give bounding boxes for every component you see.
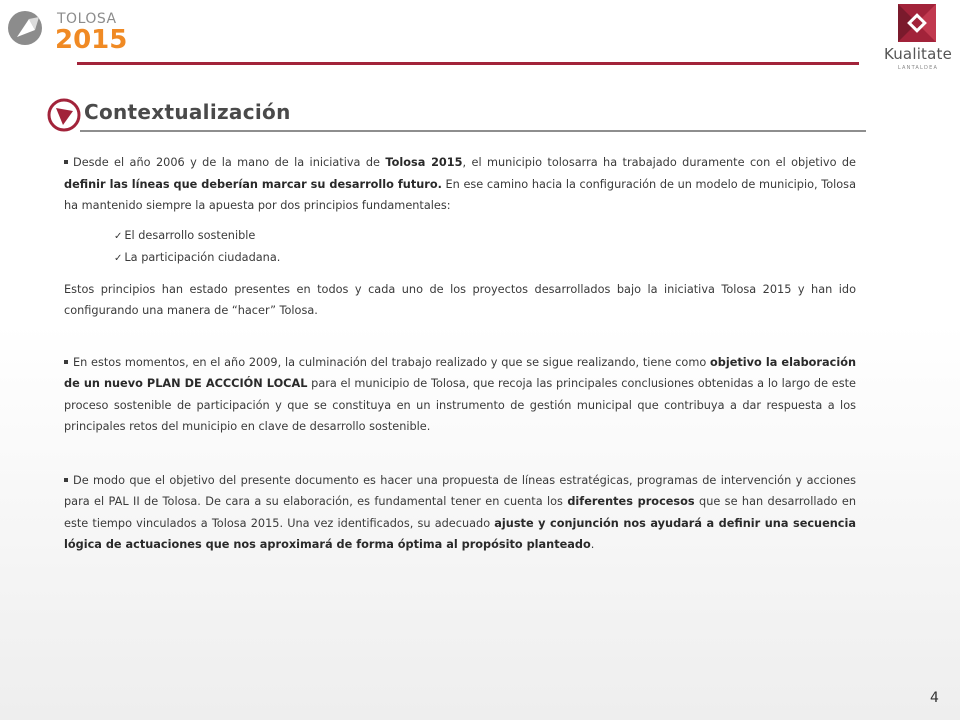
header-divider [77, 62, 859, 65]
kualitate-logo [876, 2, 960, 76]
title-underline [80, 130, 866, 132]
principles-list [114, 225, 856, 270]
tolosa-logo-year: 2015 [55, 25, 128, 52]
arrow-circle-icon [47, 98, 81, 132]
paragraph-purpose: De modo que el objetivo del presente documento es hacer una propuesta de líneas estratégicas, programas de intervención y acciones para el PAL II de Tolosa. De cara a su elaboración, es fundamental tener en cuenta los diferentes procesos que se han desarrollado en este tiempo vinculados a Tolosa 2015. Una vez identificados, su adecuado ajuste y conjunción nos ayudará a definir una secuencia lógica de actuaciones que nos aproximará de forma óptima al propósito planteado. [64, 473, 856, 551]
checkmark-icon: ✓ [114, 230, 123, 242]
document-body [64, 152, 856, 556]
list-item: ✓ La participación ciudadana. [114, 251, 281, 264]
kualitate-mark-icon [876, 2, 960, 46]
section-title: Contextualización [84, 100, 291, 124]
square-bullet-icon [64, 478, 68, 482]
paragraph-intro: Desde el año 2006 y de la mano de la iniciativa de Tolosa 2015, el municipio tolosarra ha trabajado duramente con el objetivo de definir las líneas que deberían marcar su desarrollo futuro. En ese camino hacia la configuración de un modelo de municipio, Tolosa ha mantenido siempre la apuesta por dos principios fundamentales: [64, 156, 857, 212]
checkmark-icon: ✓ [114, 253, 123, 264]
kualitate-logo-name: Kualitate [883, 45, 953, 63]
square-bullet-icon [64, 360, 68, 364]
square-bullet-icon [64, 160, 68, 164]
paragraph-objective: En estos momentos, en el año 2009, la culminación del trabajo realizado y que se sigue realizando, tiene como objetivo la elaboración de un nuevo PLAN DE ACCCIÓN LOCAL para el municipio de Tolosa, que recoja las principales conclusiones obtenidas a lo largo de este proceso sostenible de participación y que se constituya en un instrumento de gestión municipal que contribuya a dar respuesta a los principales retos del municipio en clave de desarrollo sostenible. [64, 355, 857, 433]
tolosa-logo-title: TOLOSA [57, 11, 117, 27]
kualitate-logo-sub: LANTALDEA [897, 65, 939, 71]
list-item: ✓ El desarrollo sostenible [114, 228, 256, 242]
paragraph-principles: Estos principios han estado presentes en todos y cada uno de los proyectos desarrollados bajo la iniciativa Tolosa 2015 y han ido configurando una manera de “hacer” Tolosa. [64, 282, 856, 317]
tolosa-2015-logo [5, 6, 145, 52]
page-number: 4 [930, 690, 939, 706]
